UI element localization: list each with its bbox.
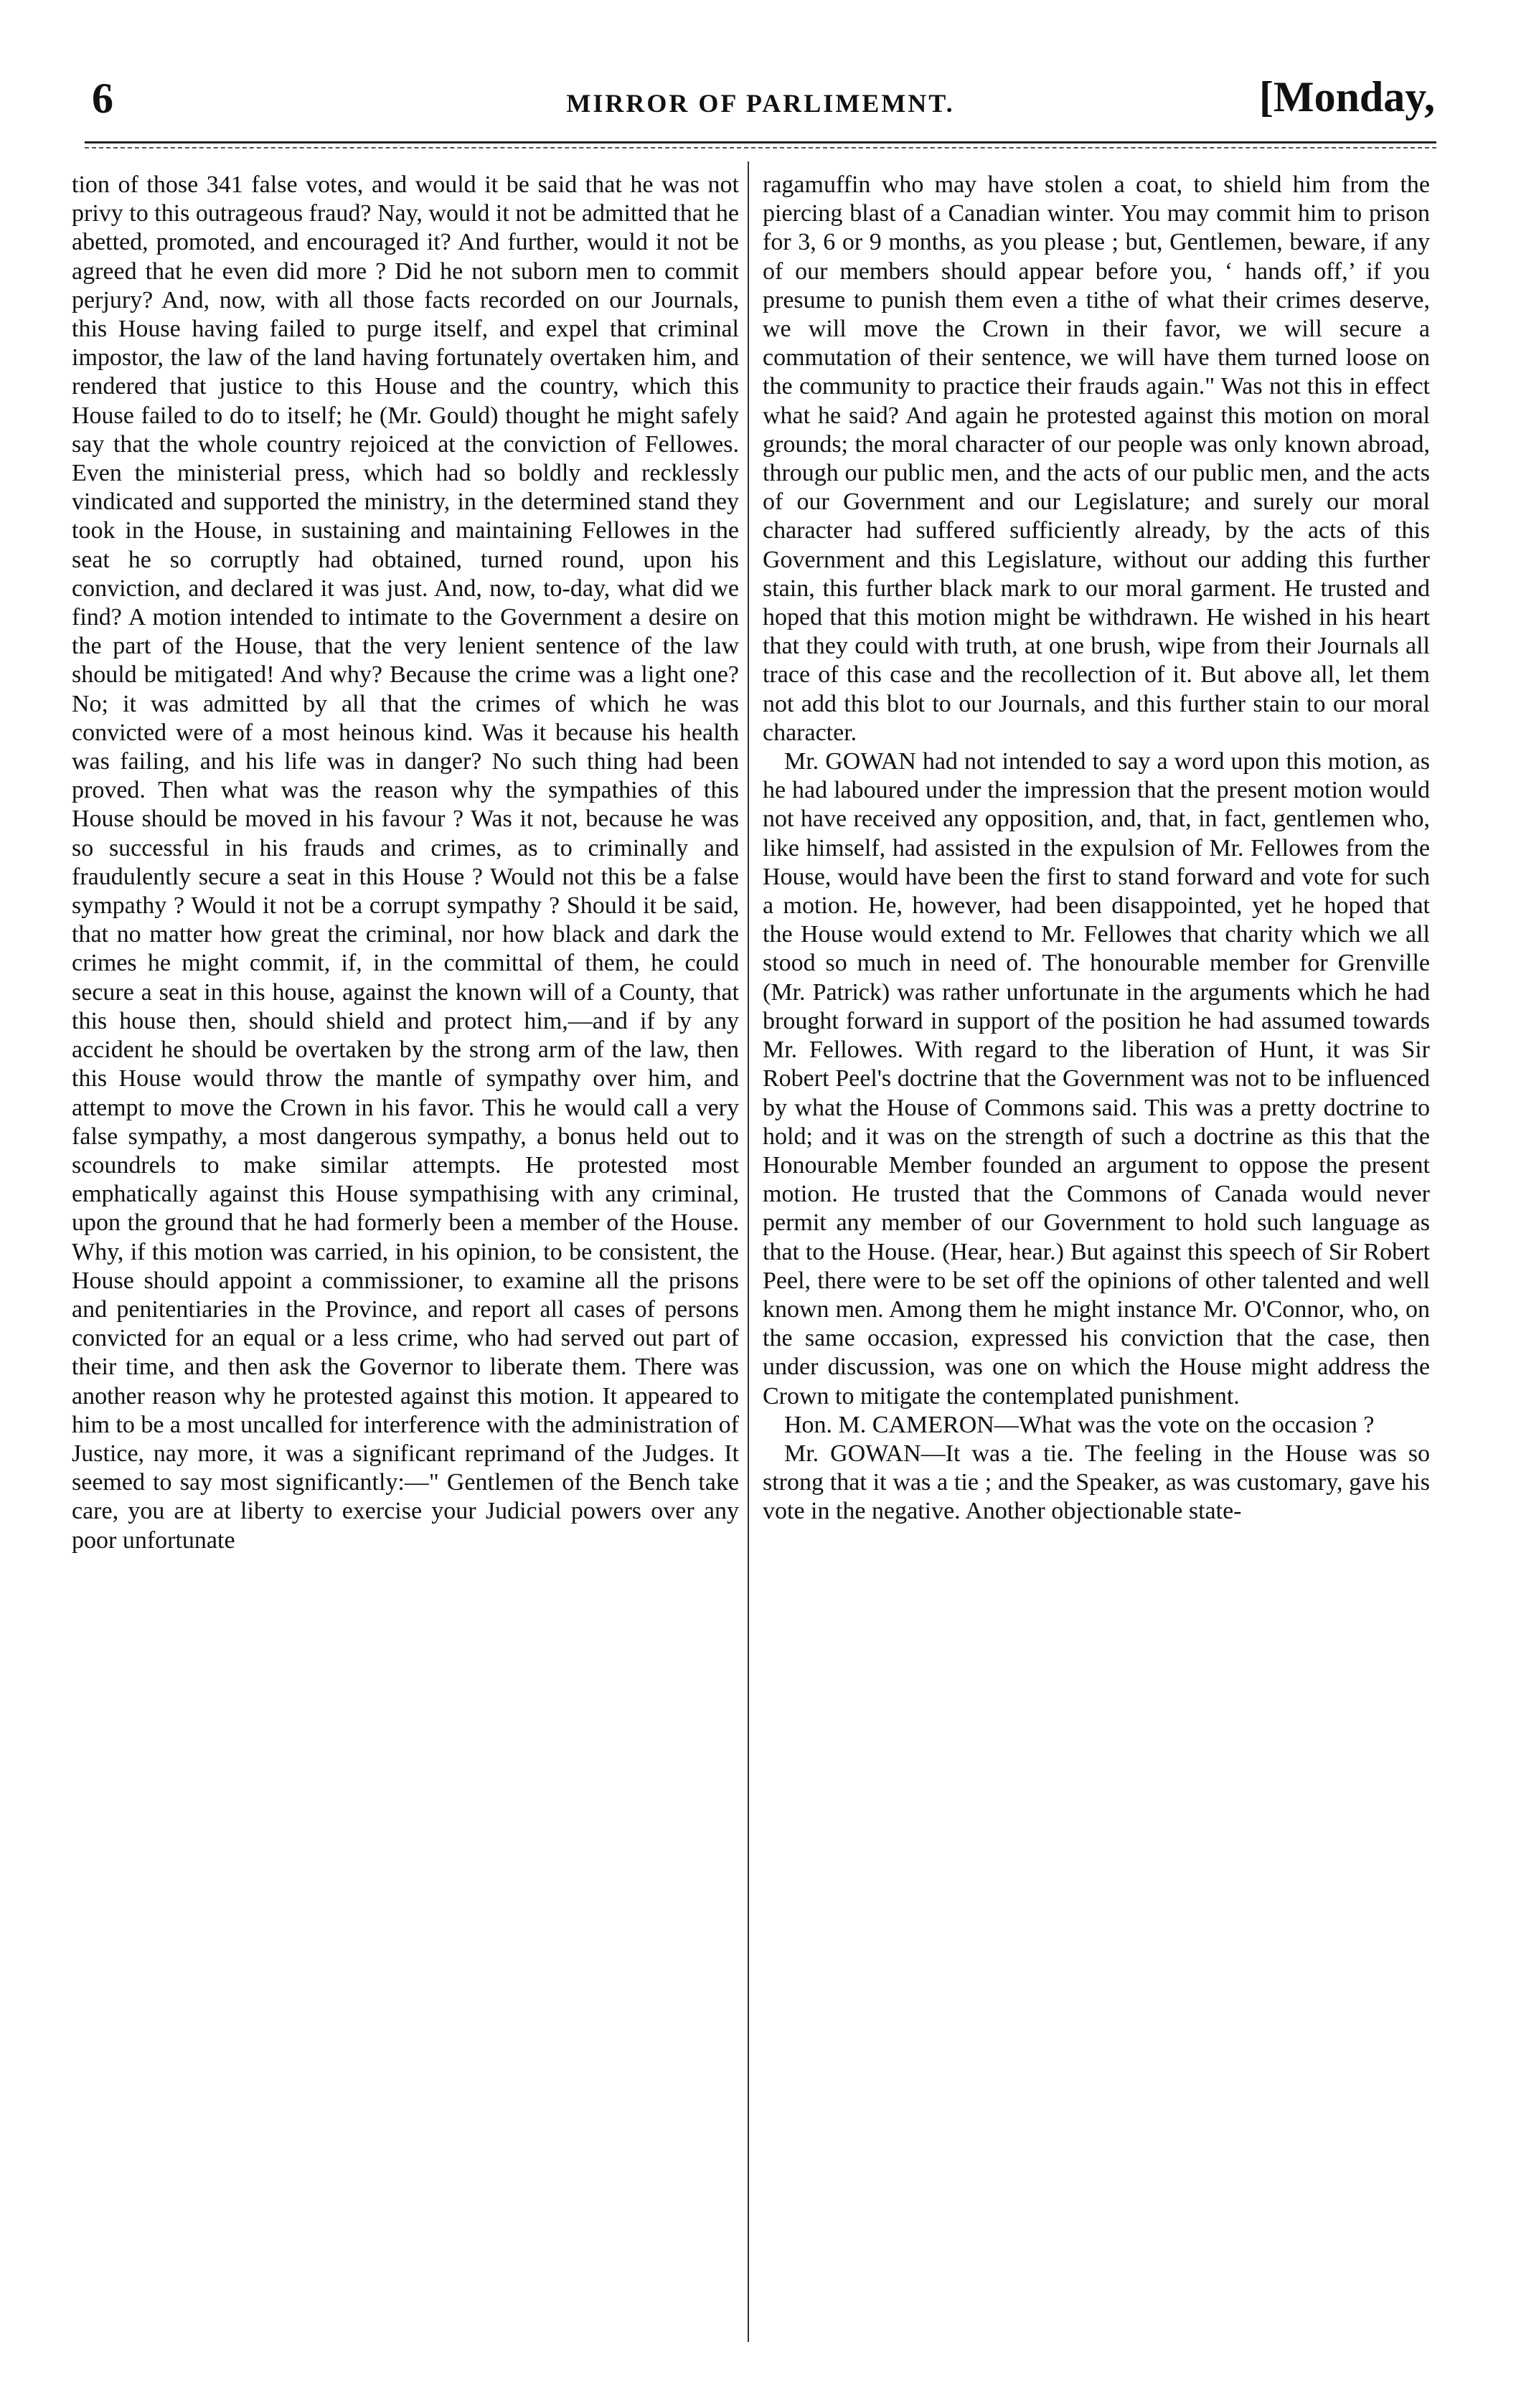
right-paragraph-2: Mr. GOWAN had not intended to say a word upon this motion, as he had laboured under the impression that the present motion would not have received any opposition, and, that, in fact, gentlemen who, like himself, had assisted in the expulsion of Mr. Fellowes from the House, would have been the first to stand forward and vote for such a motion. He, however, had been disappointed, yet he hoped that the House would extend to Mr. Fellowes that charity which we all stood so much in need of. The honourable member for Grenville (Mr. Patrick) was rather unfortunate in the arguments which he had brought forward in support of the position he had assumed towards Mr. Fellowes. With regard to the liberation of Hunt, it was Sir Robert Peel's doctrine that the Government was not to be influenced by what the House of Commons said. This was a pretty doctrine to hold; and it was on the strength of such a doctrine as this that the Honourable Member founded an argument to oppose the present motion. He trusted that the Commons of Canada would never permit any member of our Government to hold such language as that to the House. (Hear, hear.) But against this speech of Sir Robert Peel, there were to be set off the opinions of other talented and well known men. Among them he might instance Mr. O'Connor, who, on the same occasion, expressed his conviction that the case, then under discussion, was one on which the House might address the Crown to mitigate the contemplated punishment. (763, 748, 1430, 1410)
left-paragraph-1: tion of those 341 false votes, and would it be said that he was not privy to this outrageous fraud? Nay, would it not be admitted that he abetted, promoted, and encouraged it? And further, would it not be agreed that he even did more ? Did he not suborn men to commit perjury? And, now, with all those facts recorded on our Journals, this House having failed to purge itself, and expel that criminal impostor, the law of the land having fortunately overtaken him, and rendered that justice to this House and the country, which this House failed to do to itself; he (Mr. Gould) thought he might safely say that the whole country rejoiced at the conviction of Fellowes. Even the ministerial press, which had so boldly and recklessly vindicated and supported the ministry, in the determined stand they took in the House, in sustaining and maintaining Fellowes in the seat he so corruptly had obtained, turned round, upon his conviction, and declared it was just. And, now, to-day, what did we find? A motion intended to intimate to the Government a desire on the part of the House, that the very lenient sentence of the law should be mitigated! And why? Because the crime was a light one? No; it was admitted by all that the crimes of which he was convicted were of a most heinous kind. Was it because his health was failing, and his life was in danger? No such thing had been proved. Then what was the reason why the sympathies of this House should be moved in his favour ? Was it not, because he was so successful in his frauds and crimes, as to criminally and fraudulently secure a seat in this House ? Would not this be a false sympathy ? Would it not be a corrupt sympathy ? Should it be said, that no matter how great the criminal, nor how black and dark the crimes he might commit, if, in the committal of them, he could secure a seat in this house, against the known will of a County, that this house then, should shield and protect him,—and if by any accident he should be overtaken by the strong arm of the law, then this House would throw the mantle of sympathy over him, and attempt to move the Crown in his favor. This he would call a very false sympathy, a most dangerous sympathy, a bonus held out to scoundrels to make similar attempts. He protested most emphatically against this House sympathising with any criminal, upon the ground that he had formerly been a member of the House. Why, if this motion was carried, in his opinion, to be consistent, the House should appoint a commissioner, to examine all the prisons and penitentiaries in the Province, and report all cases of persons convicted for an equal or a less crime, who had served out part of their time, and then ask the Governor to liberate them. There was another reason why he protested against this motion. It appeared to him to be a most uncalled for interference with the administration of Justice, nay more, it was a significant reprimand of the Judges. It seemed to say most significantly:—" Gentlemen of the Bench take care, you are at liberty to exercise your Judicial powers over any poor unfortunate (72, 171, 739, 1554)
column-divider (748, 161, 749, 2342)
right-column (763, 171, 1430, 1526)
header-rule-dashed (85, 147, 1436, 148)
issue-day: [Monday, (1258, 73, 1435, 121)
left-column (72, 171, 739, 1555)
right-paragraph-4: Mr. GOWAN—It was a tie. The feeling in the House was so strong that it was a tie ; and the Speaker, as was customary, gave his vote in the negative. Another objectionable state- (763, 1440, 1430, 1525)
page-header (86, 68, 1435, 140)
page-number: 6 (92, 75, 113, 122)
publication-title: MIRROR OF PARLIMEMNT. (566, 89, 955, 118)
right-paragraph-3: Hon. M. CAMERON—What was the vote on the occasion ? (784, 1411, 1375, 1438)
right-paragraph-1: ragamuffin who may have stolen a coat, to shield him from the piercing blast of a Canadian winter. You may commit him to prison for 3, 6 or 9 months, as you please ; but, Gentlemen, beware, if any of our members should appear before you, ‘ hands off,’ if you presume to punish them even a tithe of what their crimes deserve, we will move the Crown in their favor, we will secure a commutation of their sentence, we will have them turned loose on the community to practice their frauds again." Was not this in effect what he said? And again he protested against this motion on moral grounds; the moral character of our people was only known abroad, through our public men, and the acts of our public men, and the acts of our Government and our Legislature; and surely our moral character had suffered sufficiently already, by the acts of this Government and this Legislature, without our adding this further stain, this further black mark to our moral garment. He trusted and hoped that this motion might be withdrawn. He wished in his heart that they could with truth, at one brush, wipe from their Journals all trace of this case and the recollection of it. But above all, let them not add this blot to our Journals, and this further stain to our moral character. (763, 171, 1430, 746)
header-rule (85, 141, 1436, 143)
